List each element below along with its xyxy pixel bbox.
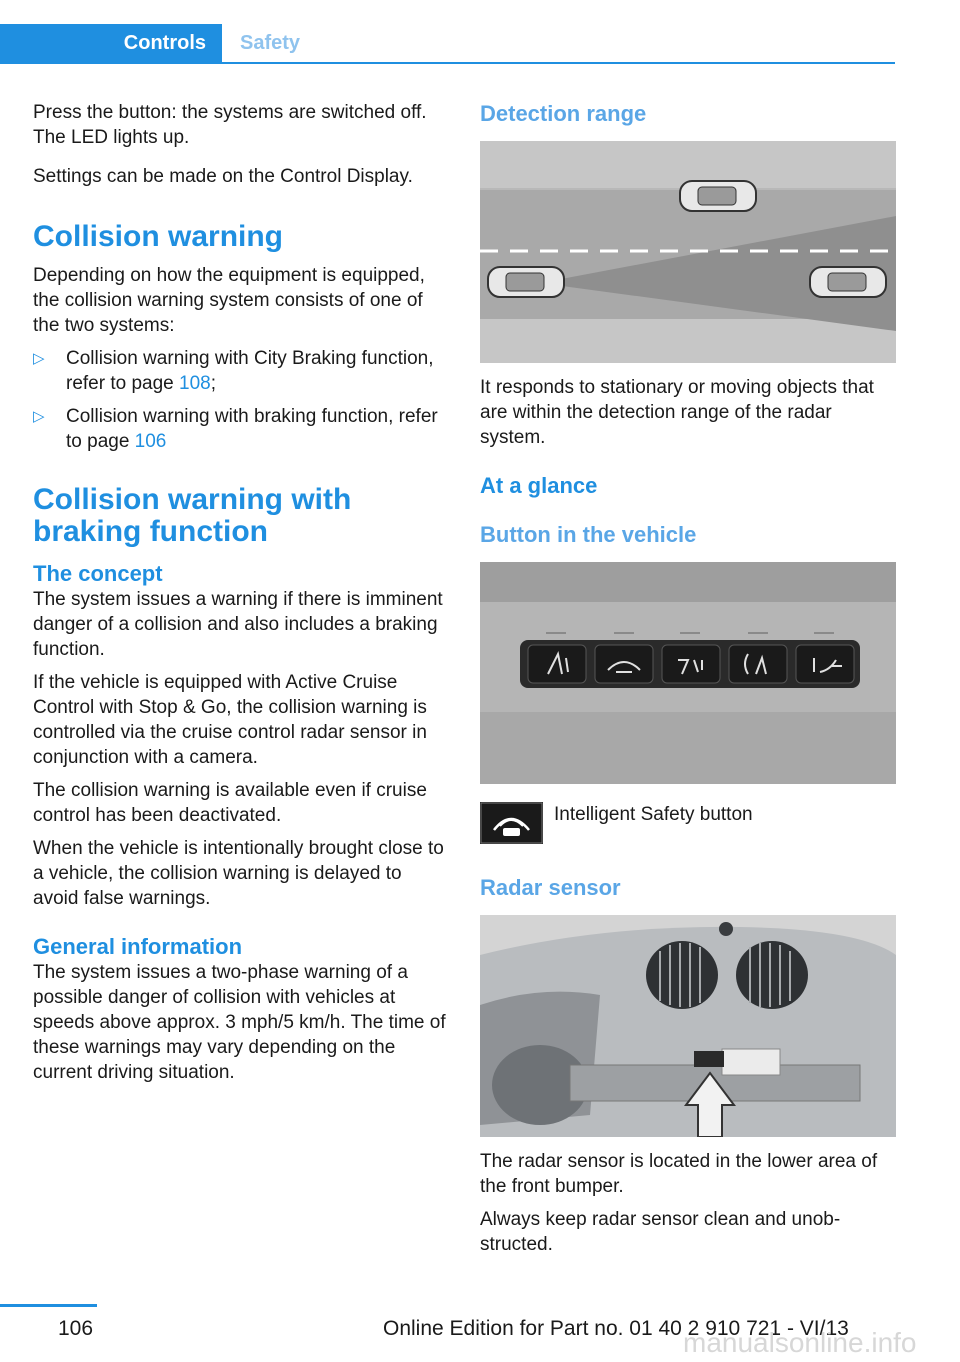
page-link-106[interactable]: 106 <box>134 431 167 452</box>
tab-safety[interactable]: Safety <box>240 32 301 54</box>
heading-at-a-glance: At a glance <box>480 473 598 498</box>
bullet-triangle-icon: ▷ <box>33 350 45 367</box>
page-number: 106 <box>58 1317 94 1340</box>
right-column <box>480 100 896 1271</box>
left-column <box>33 100 450 1099</box>
heading-radar-sensor: Radar sensor <box>480 875 621 900</box>
heading-general-information: General information <box>33 934 243 959</box>
footer-rule <box>0 1304 97 1307</box>
paragraph: It responds to stationary or moving objects that are within the detection range of the radar system. <box>480 377 874 448</box>
paragraph: Settings can be made on the Control Display. <box>33 166 413 187</box>
radar-sensor-photo <box>480 915 896 1137</box>
list-item: ▷ Collision warning with City Braking function, refer to page 108; <box>33 348 434 394</box>
radar-sensor-figure <box>480 915 896 1137</box>
detection-range-figure <box>480 141 896 363</box>
heading-button-in-vehicle: Button in the vehicle <box>480 522 697 547</box>
paragraph: Depending on how the equipment is equipped, the collision warning system consists of one of the two systems: <box>33 265 425 336</box>
paragraph: The system issues a warning if there is imminent danger of a collision and also includes a braking function. <box>33 589 443 660</box>
bullet-list <box>33 346 450 454</box>
heading-braking-function: Collision warning with braking function <box>33 483 352 548</box>
heading-concept: The concept <box>33 561 163 586</box>
list-item: ▷ Collision warning with braking function, refer to page 106 <box>33 406 438 452</box>
paragraph: The system issues a two-phase warning of a possible danger of collision with vehicles at speeds above approx. 3 mph/5 km/h. The time of these warnings may vary depending on the current driving situation. <box>33 962 446 1083</box>
bullet-triangle-icon: ▷ <box>33 408 45 425</box>
icon-caption-row <box>480 802 896 844</box>
watermark: manualsonline.info <box>683 1327 917 1358</box>
icon-caption: Intelligent Safety button <box>554 804 753 825</box>
paragraph: If the vehicle is equipped with Active Cruise Control with Stop & Go, the collision warning is controlled via the cruise control radar sensor in conjunction with a camera. <box>33 672 427 768</box>
page-link-108[interactable]: 108 <box>179 373 211 394</box>
section-tabbar <box>0 24 895 64</box>
heading-collision-warning: Collision warning <box>33 220 284 253</box>
button-panel-figure <box>480 562 896 784</box>
tab-controls[interactable]: Controls <box>0 24 222 62</box>
car-icon <box>810 267 886 297</box>
button-panel-photo <box>480 562 896 784</box>
car-icon <box>680 181 756 211</box>
paragraph: When the vehicle is intentionally brought close to a vehicle, the collision warning is delayed to avoid false warnings. <box>33 838 444 909</box>
intelligent-safety-icon <box>480 802 543 844</box>
car-icon <box>488 267 564 297</box>
paragraph: Always keep radar sensor clean and unobstructed. <box>480 1209 841 1255</box>
heading-detection-range: Detection range <box>480 101 647 126</box>
paragraph: Press the button: the systems are switched off. The LED lights up. <box>33 102 427 148</box>
paragraph: The radar sensor is located in the lower area of the front bumper. <box>480 1151 878 1197</box>
edition-label: Online Edition for Part no. 01 40 2 910 721 - VI/13 <box>383 1317 849 1340</box>
detection-range-illustration <box>480 141 896 363</box>
paragraph: The collision warning is available even if cruise control has been deactivated. <box>33 780 427 826</box>
